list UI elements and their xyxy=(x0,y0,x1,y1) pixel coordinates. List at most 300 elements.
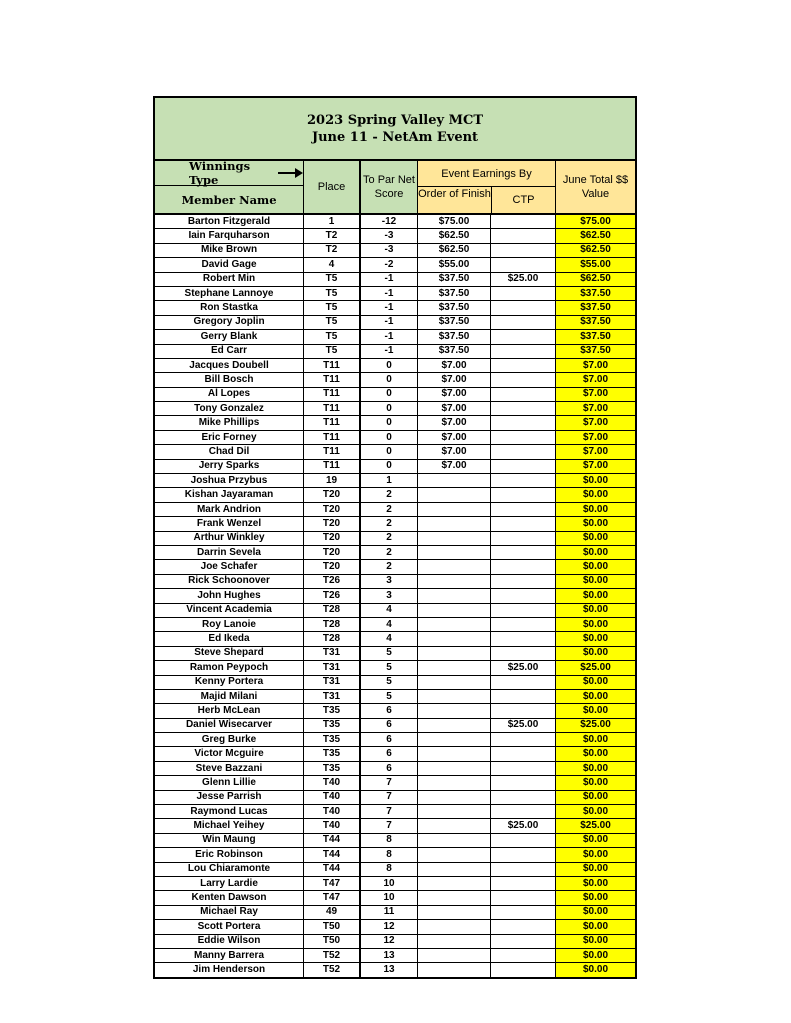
score-cell: 3 xyxy=(361,575,418,588)
member-name-cell: Ed Carr xyxy=(155,345,304,358)
score-cell: 4 xyxy=(361,632,418,645)
place-cell: T20 xyxy=(304,488,361,501)
place-cell: T35 xyxy=(304,747,361,760)
order-of-finish-cell xyxy=(418,647,491,660)
order-of-finish-cell xyxy=(418,819,491,832)
member-name-cell: Eric Forney xyxy=(155,431,304,444)
score-cell: 12 xyxy=(361,935,418,948)
table-row xyxy=(155,747,635,761)
order-of-finish-cell xyxy=(418,747,491,760)
table-row xyxy=(155,229,635,243)
member-name-cell: Jacques Doubell xyxy=(155,359,304,372)
order-of-finish-cell xyxy=(418,517,491,530)
place-cell: T47 xyxy=(304,877,361,890)
score-cell: -3 xyxy=(361,244,418,257)
june-total-cell: $0.00 xyxy=(556,805,635,818)
ctp-cell xyxy=(491,258,556,271)
ctp-cell xyxy=(491,316,556,329)
table-row xyxy=(155,690,635,704)
june-total-cell: $0.00 xyxy=(556,676,635,689)
june-total-cell: $0.00 xyxy=(556,575,635,588)
table-row xyxy=(155,517,635,531)
member-name-cell: Mike Phillips xyxy=(155,416,304,429)
place-cell: T2 xyxy=(304,244,361,257)
place-cell: T26 xyxy=(304,575,361,588)
place-cell: T31 xyxy=(304,647,361,660)
ctp-cell xyxy=(491,244,556,257)
score-cell: 2 xyxy=(361,517,418,530)
member-name-cell: Gerry Blank xyxy=(155,330,304,343)
place-cell: 1 xyxy=(304,215,361,228)
place-cell: 19 xyxy=(304,474,361,487)
ctp-cell: $25.00 xyxy=(491,819,556,832)
place-cell: T11 xyxy=(304,373,361,386)
member-name-cell: Frank Wenzel xyxy=(155,517,304,530)
ctp-cell xyxy=(491,747,556,760)
score-cell: 0 xyxy=(361,460,418,473)
june-total-cell: $37.50 xyxy=(556,301,635,314)
place-cell: T35 xyxy=(304,762,361,775)
ctp-cell xyxy=(491,733,556,746)
june-total-cell: $62.50 xyxy=(556,229,635,242)
score-cell: 10 xyxy=(361,891,418,904)
order-of-finish-cell xyxy=(418,676,491,689)
score-cell: 5 xyxy=(361,690,418,703)
ctp-cell xyxy=(491,776,556,789)
june-total-cell: $0.00 xyxy=(556,560,635,573)
table-row xyxy=(155,949,635,963)
june-total-cell: $7.00 xyxy=(556,388,635,401)
order-of-finish-cell xyxy=(418,719,491,732)
table-row xyxy=(155,863,635,877)
june-total-cell: $25.00 xyxy=(556,819,635,832)
score-cell: 6 xyxy=(361,733,418,746)
member-name-cell: Jesse Parrish xyxy=(155,791,304,804)
ctp-cell xyxy=(491,488,556,501)
table-row xyxy=(155,618,635,632)
june-total-cell: $0.00 xyxy=(556,546,635,559)
table-row xyxy=(155,546,635,560)
order-of-finish-cell: $7.00 xyxy=(418,431,491,444)
table-row xyxy=(155,661,635,675)
table-row xyxy=(155,460,635,474)
place-cell: T50 xyxy=(304,935,361,948)
table-row xyxy=(155,632,635,646)
score-cell: 0 xyxy=(361,373,418,386)
june-total-cell: $0.00 xyxy=(556,863,635,876)
order-of-finish-cell: $37.50 xyxy=(418,316,491,329)
score-cell: 0 xyxy=(361,416,418,429)
member-name-cell: Steve Bazzani xyxy=(155,762,304,775)
table-row xyxy=(155,647,635,661)
score-cell: -3 xyxy=(361,229,418,242)
score-cell: 0 xyxy=(361,402,418,415)
table-row xyxy=(155,488,635,502)
june-total-cell: $0.00 xyxy=(556,503,635,516)
ctp-cell xyxy=(491,345,556,358)
june-total-cell: $0.00 xyxy=(556,877,635,890)
member-name-cell: Mark Andrion xyxy=(155,503,304,516)
ctp-cell xyxy=(491,575,556,588)
member-name-cell: Win Maung xyxy=(155,834,304,847)
score-cell: 1 xyxy=(361,474,418,487)
ctp-cell xyxy=(491,906,556,919)
june-total-cell: $0.00 xyxy=(556,935,635,948)
place-cell: T40 xyxy=(304,805,361,818)
ctp-cell xyxy=(491,474,556,487)
order-of-finish-cell xyxy=(418,805,491,818)
winnings-type-text: Winnings Type xyxy=(189,159,251,187)
june-total-cell: $0.00 xyxy=(556,632,635,645)
score-cell: 4 xyxy=(361,618,418,631)
place-cell: T11 xyxy=(304,445,361,458)
table-row xyxy=(155,719,635,733)
table-row xyxy=(155,704,635,718)
ctp-cell xyxy=(491,920,556,933)
june-total-cell: $55.00 xyxy=(556,258,635,271)
place-cell: T11 xyxy=(304,460,361,473)
table-row xyxy=(155,560,635,574)
order-of-finish-cell xyxy=(418,949,491,962)
place-cell: T26 xyxy=(304,589,361,602)
june-total-cell: $0.00 xyxy=(556,517,635,530)
member-name-cell: Jerry Sparks xyxy=(155,460,304,473)
table-row xyxy=(155,359,635,373)
place-header: Place xyxy=(304,161,361,213)
member-name-cell: Majid Milani xyxy=(155,690,304,703)
order-of-finish-cell: $37.50 xyxy=(418,301,491,314)
member-name-cell: Roy Lanoie xyxy=(155,618,304,631)
score-cell: 2 xyxy=(361,532,418,545)
score-cell: 7 xyxy=(361,819,418,832)
ctp-cell xyxy=(491,848,556,861)
table-row xyxy=(155,819,635,833)
place-cell: T2 xyxy=(304,229,361,242)
member-name-cell: Greg Burke xyxy=(155,733,304,746)
table-row xyxy=(155,244,635,258)
place-cell: T20 xyxy=(304,503,361,516)
order-of-finish-cell: $62.50 xyxy=(418,229,491,242)
place-cell: T11 xyxy=(304,402,361,415)
ctp-cell xyxy=(491,373,556,386)
place-cell: T20 xyxy=(304,560,361,573)
table-row xyxy=(155,273,635,287)
table-row xyxy=(155,589,635,603)
member-name-cell: Bill Bosch xyxy=(155,373,304,386)
table-row xyxy=(155,445,635,459)
member-name-cell: Kenny Portera xyxy=(155,676,304,689)
place-cell: T31 xyxy=(304,676,361,689)
place-cell: T11 xyxy=(304,359,361,372)
member-name-cell: Chad Dil xyxy=(155,445,304,458)
score-cell: 6 xyxy=(361,704,418,717)
place-cell: T28 xyxy=(304,618,361,631)
score-cell: 6 xyxy=(361,719,418,732)
member-name-cell: John Hughes xyxy=(155,589,304,602)
ctp-header: CTP xyxy=(512,194,535,206)
june-total-cell: $62.50 xyxy=(556,273,635,286)
table-row xyxy=(155,215,635,229)
member-name-cell: Michael Ray xyxy=(155,906,304,919)
score-cell: 6 xyxy=(361,747,418,760)
place-cell: T47 xyxy=(304,891,361,904)
score-cell: 8 xyxy=(361,848,418,861)
score-cell: 7 xyxy=(361,776,418,789)
table-row xyxy=(155,805,635,819)
june-total-cell: $0.00 xyxy=(556,690,635,703)
ctp-cell xyxy=(491,877,556,890)
place-cell: T50 xyxy=(304,920,361,933)
order-of-finish-cell xyxy=(418,632,491,645)
place-cell: T44 xyxy=(304,834,361,847)
june-total-cell: $0.00 xyxy=(556,747,635,760)
member-name-cell: Mike Brown xyxy=(155,244,304,257)
table-row xyxy=(155,330,635,344)
june-total-cell: $0.00 xyxy=(556,949,635,962)
ctp-cell xyxy=(491,388,556,401)
table-row xyxy=(155,388,635,402)
member-name-cell: Ramon Peypoch xyxy=(155,661,304,674)
june-total-cell: $0.00 xyxy=(556,474,635,487)
place-cell: T20 xyxy=(304,517,361,530)
place-cell: T52 xyxy=(304,949,361,962)
table-row xyxy=(155,402,635,416)
score-cell: -1 xyxy=(361,301,418,314)
member-name-cell: David Gage xyxy=(155,258,304,271)
score-cell: -1 xyxy=(361,316,418,329)
ctp-cell xyxy=(491,589,556,602)
place-cell: T44 xyxy=(304,863,361,876)
score-cell: 5 xyxy=(361,661,418,674)
order-of-finish-cell xyxy=(418,704,491,717)
member-name-cell: Joshua Przybus xyxy=(155,474,304,487)
ctp-cell xyxy=(491,517,556,530)
ctp-cell xyxy=(491,762,556,775)
ctp-cell xyxy=(491,287,556,300)
ctp-cell xyxy=(491,402,556,415)
order-of-finish-cell xyxy=(418,762,491,775)
place-cell: T20 xyxy=(304,532,361,545)
ctp-cell xyxy=(491,503,556,516)
ctp-cell xyxy=(491,532,556,545)
member-name-cell: Gregory Joplin xyxy=(155,316,304,329)
order-of-finish-cell xyxy=(418,661,491,674)
table-row xyxy=(155,877,635,891)
member-name-cell: Arthur Winkley xyxy=(155,532,304,545)
june-total-header: June Total $$ Value xyxy=(556,161,635,213)
june-total-cell: $0.00 xyxy=(556,647,635,660)
ctp-cell xyxy=(491,891,556,904)
score-cell: 0 xyxy=(361,445,418,458)
june-total-cell: $0.00 xyxy=(556,532,635,545)
june-total-cell: $37.50 xyxy=(556,287,635,300)
june-total-cell: $7.00 xyxy=(556,402,635,415)
member-name-header: Member Name xyxy=(181,193,277,207)
member-name-cell: Ed Ikeda xyxy=(155,632,304,645)
score-cell: 8 xyxy=(361,863,418,876)
ctp-cell xyxy=(491,618,556,631)
order-of-finish-cell: $7.00 xyxy=(418,460,491,473)
order-of-finish-cell xyxy=(418,589,491,602)
place-cell: T5 xyxy=(304,345,361,358)
ctp-cell: $25.00 xyxy=(491,661,556,674)
place-cell: T52 xyxy=(304,963,361,976)
member-name-cell: Vincent Academia xyxy=(155,604,304,617)
june-total-cell: $7.00 xyxy=(556,445,635,458)
june-total-cell: $0.00 xyxy=(556,733,635,746)
place-cell: T40 xyxy=(304,819,361,832)
place-cell: T5 xyxy=(304,316,361,329)
place-cell: T5 xyxy=(304,287,361,300)
order-of-finish-cell: $62.50 xyxy=(418,244,491,257)
table-row xyxy=(155,891,635,905)
ctp-cell xyxy=(491,704,556,717)
score-cell: 2 xyxy=(361,560,418,573)
place-cell: T35 xyxy=(304,719,361,732)
june-total-cell: $37.50 xyxy=(556,330,635,343)
member-name-cell: Larry Lardie xyxy=(155,877,304,890)
score-cell: 8 xyxy=(361,834,418,847)
june-total-cell: $0.00 xyxy=(556,704,635,717)
ctp-cell xyxy=(491,416,556,429)
place-cell: T31 xyxy=(304,661,361,674)
june-total-cell: $0.00 xyxy=(556,834,635,847)
june-total-cell: $7.00 xyxy=(556,359,635,372)
title-line-2: June 11 - NetAm Event xyxy=(311,129,479,145)
order-of-finish-cell xyxy=(418,575,491,588)
results-table xyxy=(153,96,637,979)
ctp-cell xyxy=(491,604,556,617)
place-cell: T5 xyxy=(304,301,361,314)
ctp-cell: $25.00 xyxy=(491,273,556,286)
order-of-finish-cell xyxy=(418,474,491,487)
order-of-finish-cell: $37.50 xyxy=(418,287,491,300)
score-cell: 7 xyxy=(361,791,418,804)
ctp-cell xyxy=(491,647,556,660)
june-total-cell: $25.00 xyxy=(556,719,635,732)
score-cell: 2 xyxy=(361,503,418,516)
table-row xyxy=(155,316,635,330)
june-total-cell: $0.00 xyxy=(556,920,635,933)
order-of-finish-cell: $7.00 xyxy=(418,373,491,386)
ctp-cell xyxy=(491,805,556,818)
ctp-cell xyxy=(491,690,556,703)
header-name-column xyxy=(155,161,304,213)
ctp-cell xyxy=(491,431,556,444)
member-name-cell: Manny Barrera xyxy=(155,949,304,962)
order-of-finish-cell xyxy=(418,618,491,631)
order-of-finish-cell xyxy=(418,503,491,516)
member-name-cell: Steve Shepard xyxy=(155,647,304,660)
score-cell: 5 xyxy=(361,676,418,689)
table-row xyxy=(155,416,635,430)
member-name-cell: Ron Stastka xyxy=(155,301,304,314)
member-name-cell: Jim Henderson xyxy=(155,963,304,976)
table-row xyxy=(155,963,635,976)
june-total-cell: $0.00 xyxy=(556,791,635,804)
member-name-cell: Tony Gonzalez xyxy=(155,402,304,415)
table-row xyxy=(155,906,635,920)
table-row xyxy=(155,834,635,848)
member-name-cell: Scott Portera xyxy=(155,920,304,933)
member-name-cell: Victor Mcguire xyxy=(155,747,304,760)
table-row xyxy=(155,920,635,934)
table-row xyxy=(155,258,635,272)
order-of-finish-cell xyxy=(418,963,491,976)
ctp-cell xyxy=(491,935,556,948)
place-cell: T5 xyxy=(304,330,361,343)
place-cell: T11 xyxy=(304,388,361,401)
score-header: To Par Net Score xyxy=(361,161,418,213)
score-cell: 0 xyxy=(361,388,418,401)
order-of-finish-cell xyxy=(418,604,491,617)
ctp-cell: $25.00 xyxy=(491,719,556,732)
score-cell: 2 xyxy=(361,546,418,559)
score-cell: 2 xyxy=(361,488,418,501)
table-row xyxy=(155,676,635,690)
june-total-cell: $7.00 xyxy=(556,460,635,473)
table-row xyxy=(155,935,635,949)
june-total-cell: $7.00 xyxy=(556,431,635,444)
score-cell: -1 xyxy=(361,287,418,300)
score-cell: 0 xyxy=(361,431,418,444)
score-cell: -12 xyxy=(361,215,418,228)
ctp-cell xyxy=(491,330,556,343)
order-of-finish-cell xyxy=(418,935,491,948)
member-name-cell: Michael Yeihey xyxy=(155,819,304,832)
order-of-finish-cell: $7.00 xyxy=(418,416,491,429)
place-cell: 49 xyxy=(304,906,361,919)
order-of-finish-cell xyxy=(418,532,491,545)
title-line-1: 2023 Spring Valley MCT xyxy=(307,112,483,128)
event-earnings-header xyxy=(418,161,556,213)
ctp-cell xyxy=(491,560,556,573)
june-total-cell: $0.00 xyxy=(556,891,635,904)
member-name-cell: Herb McLean xyxy=(155,704,304,717)
table-header xyxy=(155,161,635,215)
order-of-finish-cell xyxy=(418,863,491,876)
order-of-finish-cell: $7.00 xyxy=(418,359,491,372)
june-total-cell: $7.00 xyxy=(556,416,635,429)
table-body xyxy=(155,215,635,977)
order-of-finish-cell xyxy=(418,920,491,933)
order-of-finish-cell xyxy=(418,546,491,559)
score-cell: 7 xyxy=(361,805,418,818)
ctp-cell xyxy=(491,460,556,473)
table-row xyxy=(155,762,635,776)
table-row xyxy=(155,776,635,790)
ctp-cell xyxy=(491,359,556,372)
order-of-finish-cell: $37.50 xyxy=(418,345,491,358)
member-name-cell: Eric Robinson xyxy=(155,848,304,861)
score-cell: 5 xyxy=(361,647,418,660)
ctp-cell xyxy=(491,445,556,458)
member-name-cell: Darrin Sevela xyxy=(155,546,304,559)
table-row xyxy=(155,733,635,747)
place-cell: T44 xyxy=(304,848,361,861)
arrow-right-icon xyxy=(278,168,303,178)
ctp-cell xyxy=(491,676,556,689)
score-cell: -1 xyxy=(361,273,418,286)
ctp-cell xyxy=(491,949,556,962)
june-total-cell: $37.50 xyxy=(556,316,635,329)
table-title xyxy=(155,98,635,161)
member-name-cell: Eddie Wilson xyxy=(155,935,304,948)
table-row xyxy=(155,287,635,301)
member-name-cell: Barton Fitzgerald xyxy=(155,215,304,228)
ctp-cell xyxy=(491,301,556,314)
score-cell: -1 xyxy=(361,330,418,343)
